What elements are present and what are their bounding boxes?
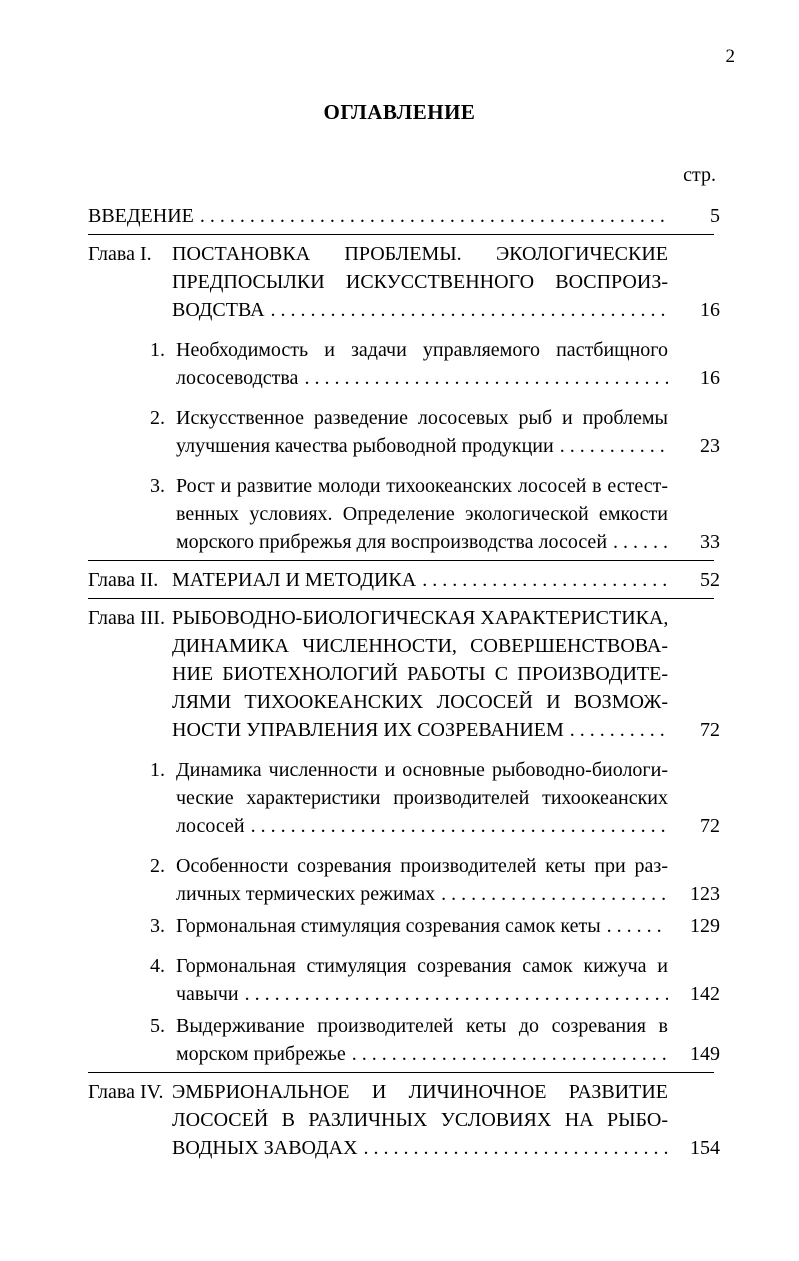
toc-chapter-entry xyxy=(88,1078,720,1162)
entry-title-line: Гормональная стимуляция созревания самок кижуча и xyxy=(176,955,668,977)
toc-section-entry xyxy=(88,952,720,1008)
entry-title-line: НИЕ БИОТЕХНОЛОГИЙ РАБОТЫ С ПРОИЗВОДИТЕ- xyxy=(172,663,668,685)
section-number: 2. xyxy=(150,855,165,877)
entry-title-line: ПОСТАНОВКА ПРОБЛЕМЫ. ЭКОЛОГИЧЕСКИЕ xyxy=(172,243,668,265)
toc-section-entry xyxy=(88,1012,720,1068)
entry-title-line: чавычи . . . xyxy=(176,980,668,1008)
entry-title-line: Особенности созревания производителей кеты при раз- xyxy=(176,855,668,877)
entry-page-number: 52 xyxy=(700,569,720,591)
entry-title-line: Искусственное разведение лососевых рыб и проблемы xyxy=(176,407,668,429)
entry-title-line: Выдерживание производителей кеты до созревания в xyxy=(176,1015,668,1037)
chapter-label: Глава I. xyxy=(88,243,152,265)
entry-title-line: ВВЕДЕНИЕ . . . xyxy=(88,202,668,230)
chapter-label: Глава IV. xyxy=(88,1081,164,1103)
dot-leader xyxy=(422,566,668,594)
entry-page-number: 129 xyxy=(690,915,720,937)
page-column-label: стр. xyxy=(683,164,716,186)
dot-leader xyxy=(245,980,668,1008)
entry-title-line: РЫБОВОДНО-БИОЛОГИЧЕСКАЯ ХАРАКТЕРИСТИКА, xyxy=(172,607,669,629)
entry-title-line: венных условиях. Определение экологической емкости xyxy=(176,503,668,525)
toc-section-entry xyxy=(88,912,720,940)
section-number: 3. xyxy=(150,475,165,497)
dot-leader xyxy=(200,202,668,230)
entry-page-number: 72 xyxy=(700,815,720,837)
toc-section-entry xyxy=(88,756,720,840)
dot-leader xyxy=(560,432,668,460)
section-number: 1. xyxy=(150,759,165,781)
entry-title-line: ЛОСОСЕЙ В РАЗЛИЧНЫХ УСЛОВИЯХ НА РЫБО- xyxy=(172,1109,668,1131)
entry-page-number: 5 xyxy=(710,205,720,227)
section-number: 4. xyxy=(150,955,165,977)
entry-page-number: 16 xyxy=(700,299,720,321)
toc-section-entry xyxy=(88,404,720,460)
dot-leader xyxy=(304,364,668,392)
toc-section-entry xyxy=(88,336,720,392)
entry-title-line: лососеводства . . . xyxy=(176,364,668,392)
page-number: 2 xyxy=(725,46,735,67)
entry-page-number: 142 xyxy=(690,983,720,1005)
toc-divider xyxy=(88,560,714,561)
entry-page-number: 72 xyxy=(700,719,720,741)
entry-title-line: морского прибрежья для воспроизводства лососей . . . xyxy=(176,528,668,556)
chapter-label: Глава III. xyxy=(88,607,165,629)
entry-title-line: Необходимость и задачи управляемого пастбищного xyxy=(176,339,668,361)
entry-title-line: ДИНАМИКА ЧИСЛЕННОСТИ, СОВЕРШЕНСТВОВА- xyxy=(172,635,668,657)
toc-divider xyxy=(88,598,714,599)
entry-title-line: ВОДСТВА . . . xyxy=(172,296,668,324)
entry-title-line: ПРЕДПОСЫЛКИ ИСКУССТВЕННОГО ВОСПРОИЗ- xyxy=(172,271,668,293)
entry-title-line: ВОДНЫХ ЗАВОДАХ . . . xyxy=(172,1134,668,1162)
dot-leader xyxy=(570,716,668,744)
dot-leader xyxy=(441,880,668,908)
toc-chapter-entry xyxy=(88,566,720,594)
toc-intro-entry xyxy=(88,202,720,230)
toc-chapter-entry xyxy=(88,604,720,744)
toc-divider xyxy=(88,1072,714,1073)
section-number: 3. xyxy=(150,915,165,937)
dot-leader xyxy=(251,812,668,840)
dot-leader xyxy=(364,1134,668,1162)
toc-chapter-entry xyxy=(88,240,720,324)
entry-title-line: личных термических режимах . . . xyxy=(176,880,668,908)
entry-page-number: 16 xyxy=(700,367,720,389)
table-of-contents xyxy=(88,202,720,1162)
entry-page-number: 33 xyxy=(700,531,720,553)
section-number: 2. xyxy=(150,407,165,429)
section-number: 1. xyxy=(150,339,165,361)
entry-title-line: Рост и развитие молоди тихоокеанских лососей в естест- xyxy=(176,475,668,497)
entry-title-line: ЛЯМИ ТИХООКЕАНСКИХ ЛОСОСЕЙ И ВОЗМОЖ- xyxy=(172,691,668,713)
toc-section-entry xyxy=(88,472,720,556)
entry-title-line: морском прибрежье . . . xyxy=(176,1040,668,1068)
dot-leader xyxy=(271,296,668,324)
page-title: ОГЛАВЛЕНИЕ xyxy=(323,100,476,124)
entry-title-line: МАТЕРИАЛ И МЕТОДИКА . . . xyxy=(172,566,668,594)
entry-page-number: 23 xyxy=(700,435,720,457)
dot-leader xyxy=(352,1040,668,1068)
dot-leader xyxy=(607,912,668,940)
dot-leader xyxy=(613,528,668,556)
section-number: 5. xyxy=(150,1015,165,1037)
entry-title-line: Гормональная стимуляция созревания самок кеты . . . xyxy=(176,912,668,940)
entry-title-line: ческие характеристики производителей тихоокеанских xyxy=(176,787,668,809)
entry-title-line: улучшения качества рыбоводной продукции . . . xyxy=(176,432,668,460)
entry-title-line: лососей . . . xyxy=(176,812,668,840)
entry-page-number: 154 xyxy=(690,1137,720,1159)
entry-title-line: ЭМБРИОНАЛЬНОЕ И ЛИЧИНОЧНОЕ РАЗВИТИЕ xyxy=(172,1081,668,1103)
toc-section-entry xyxy=(88,852,720,908)
entry-title-line: НОСТИ УПРАВЛЕНИЯ ИХ СОЗРЕВАНИЕМ . . . xyxy=(172,716,668,744)
chapter-label: Глава II. xyxy=(88,569,159,591)
entry-page-number: 149 xyxy=(690,1043,720,1065)
entry-title-line: Динамика численности и основные рыбоводно-биологи- xyxy=(176,759,668,781)
toc-divider xyxy=(88,234,714,235)
entry-page-number: 123 xyxy=(690,883,720,905)
